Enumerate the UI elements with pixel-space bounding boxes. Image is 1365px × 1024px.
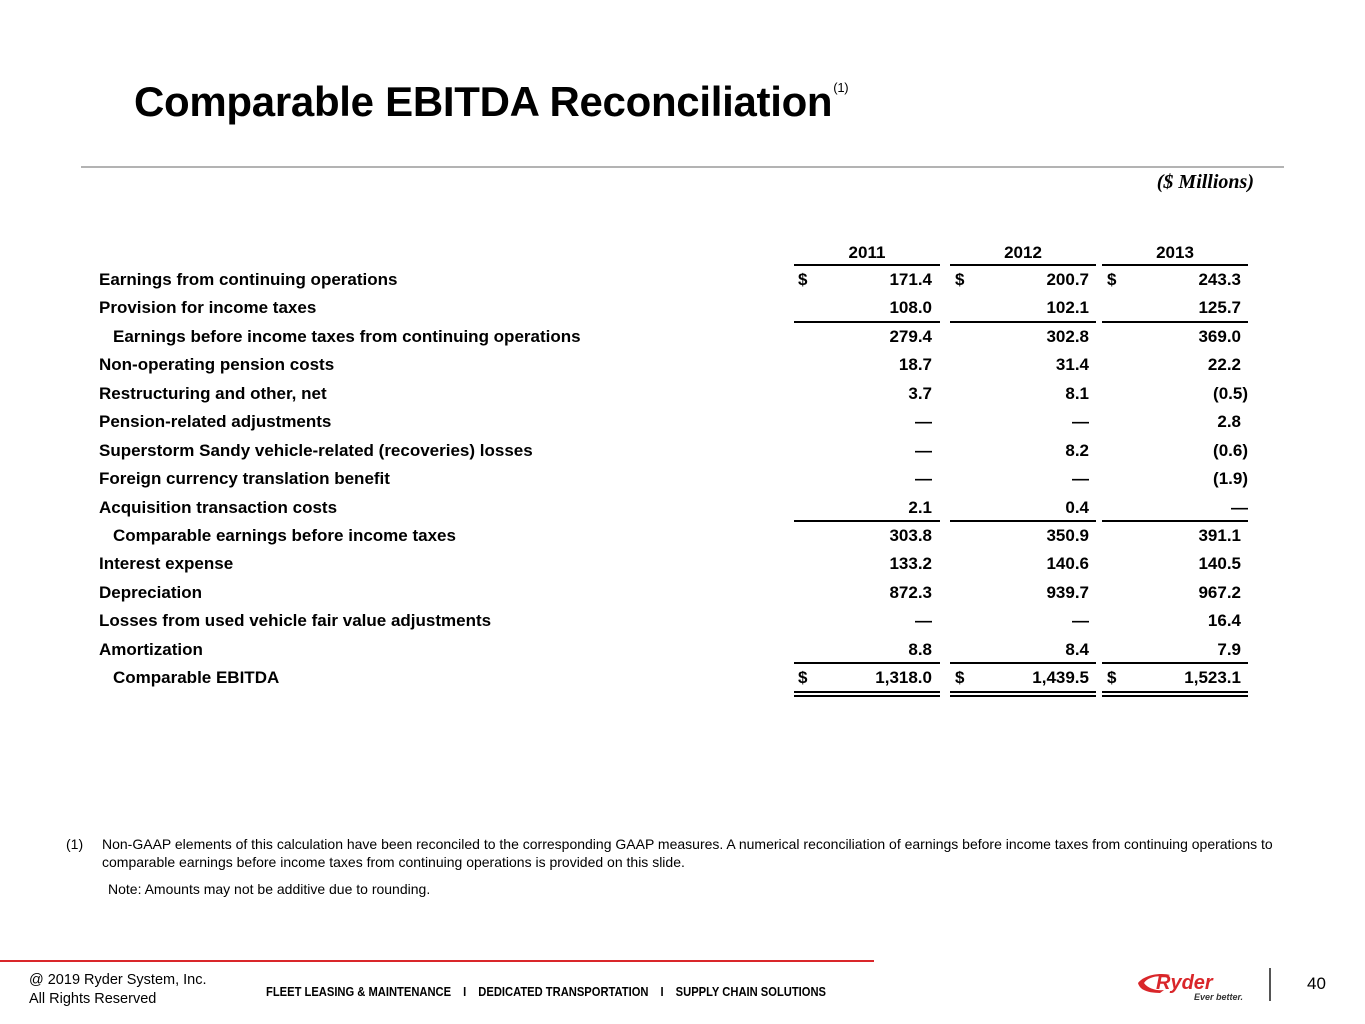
row-label: Earnings from continuing operations <box>99 270 398 289</box>
table-row <box>0 611 1365 639</box>
row-label: Comparable earnings before income taxes <box>113 526 456 545</box>
value-2013: 2.8 <box>1217 412 1241 431</box>
table-row <box>0 270 1365 298</box>
footnote-text: Non-GAAP elements of this calculation have been reconciled to the corresponding GAAP measures. A numerical reconciliation of earnings before income taxes from continuing operations to comparable earnings before income taxes from continuing operations is provided on this slide. <box>102 836 1273 870</box>
table-row <box>0 355 1365 383</box>
value-2011: — <box>915 469 932 488</box>
title-divider <box>81 166 1284 168</box>
currency-symbol: $ <box>955 668 965 687</box>
table-row <box>0 412 1365 440</box>
total-double-rule <box>794 691 940 693</box>
value-2013: 7.9 <box>1217 640 1241 659</box>
copyright-line-1: @ 2019 Ryder System, Inc. <box>29 972 207 988</box>
value-2012: 1,439.5 <box>1032 668 1089 687</box>
value-2012: 302.8 <box>1046 327 1089 346</box>
header-underline-2011 <box>794 264 940 266</box>
value-2013: 243.3 <box>1198 270 1241 289</box>
row-label: Comparable EBITDA <box>113 668 280 687</box>
row-label: Interest expense <box>99 554 234 573</box>
subtotal-rule <box>794 662 940 664</box>
value-2013: 391.1 <box>1198 526 1241 545</box>
ryder-logo-wordmark: Ryder <box>1156 972 1213 994</box>
units-label: ($ Millions) <box>1156 171 1254 193</box>
value-2013: 125.7 <box>1198 298 1241 317</box>
division-dedicated-transportation: DEDICATED TRANSPORTATION <box>478 984 649 999</box>
value-2013: 16.4 <box>1207 611 1241 630</box>
copyright-line-2: All Rights Reserved <box>29 991 157 1007</box>
page-number: 40 <box>1307 974 1326 993</box>
total-double-rule <box>794 695 940 697</box>
business-divisions <box>266 984 826 999</box>
subtotal-rule <box>794 321 940 323</box>
value-2011: — <box>915 611 932 630</box>
value-2013: 140.5 <box>1198 554 1241 573</box>
subtotal-rule <box>950 520 1096 522</box>
value-2011: 171.4 <box>889 270 932 289</box>
value-2011: 133.2 <box>889 554 932 573</box>
value-2011: 108.0 <box>889 298 932 317</box>
subtotal-rule <box>1102 520 1248 522</box>
subtotal-rule <box>1102 662 1248 664</box>
division-separator: I <box>463 984 467 999</box>
footer-vertical-divider <box>1269 968 1271 1001</box>
value-2012: — <box>1072 611 1089 630</box>
value-2011: 3.7 <box>908 384 932 403</box>
value-2012: 0.4 <box>1065 498 1089 517</box>
value-2013: 369.0 <box>1198 327 1241 346</box>
table-row <box>0 469 1365 497</box>
division-fleet-leasing: FLEET LEASING & MAINTENANCE <box>266 984 452 999</box>
ryder-logo-tagline: Ever better. <box>1194 992 1244 1002</box>
value-2012: 350.9 <box>1046 526 1089 545</box>
value-2012: 102.1 <box>1046 298 1089 317</box>
value-2012: 8.4 <box>1065 640 1089 659</box>
subtotal-rule <box>794 520 940 522</box>
value-2011: 279.4 <box>889 327 932 346</box>
title-footnote-marker: (1) <box>833 80 849 95</box>
value-2013: 1,523.1 <box>1184 668 1241 687</box>
subtotal-rule <box>950 321 1096 323</box>
total-double-rule <box>950 695 1096 697</box>
row-label: Provision for income taxes <box>99 298 317 317</box>
value-2013: 22.2 <box>1207 355 1241 374</box>
value-2012: 8.1 <box>1065 384 1089 403</box>
currency-symbol: $ <box>1107 270 1117 289</box>
row-label: Non-operating pension costs <box>99 355 335 374</box>
row-label: Amortization <box>99 640 203 659</box>
table-row <box>0 583 1365 611</box>
value-2011: — <box>915 441 932 460</box>
rounding-note: Note: Amounts may not be additive due to rounding. <box>108 881 431 897</box>
currency-symbol: $ <box>1107 668 1117 687</box>
value-2011: 8.8 <box>908 640 932 659</box>
subtotal-rule <box>950 662 1096 664</box>
total-double-rule <box>950 691 1096 693</box>
header-underline-2013 <box>1102 264 1248 266</box>
currency-symbol: $ <box>955 270 965 289</box>
value-2011: 303.8 <box>889 526 932 545</box>
row-label: Acquisition transaction costs <box>99 498 338 517</box>
copyright <box>29 971 207 1009</box>
footnote-marker: (1) <box>66 836 84 852</box>
row-label: Restructuring and other, net <box>99 384 327 403</box>
row-label: Earnings before income taxes from continuing operations <box>113 327 581 346</box>
value-2012: 939.7 <box>1046 583 1089 602</box>
page-title: Comparable EBITDA Reconciliation$^{(1)}$ <box>134 78 849 125</box>
currency-symbol: $ <box>798 270 808 289</box>
value-2012: 200.7 <box>1046 270 1089 289</box>
ryder-logo <box>1134 969 1246 1003</box>
table-row <box>0 441 1365 469</box>
row-label: Losses from used vehicle fair value adjustments <box>99 611 492 630</box>
value-2013: (0.5) <box>1213 384 1248 403</box>
table-row <box>0 327 1365 355</box>
value-2011: — <box>915 412 932 431</box>
value-2011: 18.7 <box>898 355 932 374</box>
row-label: Depreciation <box>99 583 202 602</box>
row-label: Pension-related adjustments <box>99 412 332 431</box>
value-2013: — <box>1231 498 1248 517</box>
table-row <box>0 384 1365 412</box>
year-header-2011: 2011 <box>848 243 886 262</box>
row-label: Superstorm Sandy vehicle-related (recoveries) losses <box>99 441 533 460</box>
total-double-rule <box>1102 695 1248 697</box>
year-header-2013: 2013 <box>1156 243 1194 262</box>
total-double-rule <box>1102 691 1248 693</box>
header-underline-2012 <box>950 264 1096 266</box>
table-row <box>0 554 1365 582</box>
value-2011: 1,318.0 <box>875 668 932 687</box>
value-2012: — <box>1072 412 1089 431</box>
value-2012: — <box>1072 469 1089 488</box>
table-row <box>0 526 1365 554</box>
footer-accent-line <box>0 960 874 962</box>
value-2013: 967.2 <box>1198 583 1241 602</box>
value-2012: 140.6 <box>1046 554 1089 573</box>
value-2012: 31.4 <box>1055 355 1089 374</box>
currency-symbol: $ <box>798 668 808 687</box>
value-2013: (1.9) <box>1213 469 1248 488</box>
value-2011: 2.1 <box>908 498 932 517</box>
year-header-2012: 2012 <box>1004 243 1042 262</box>
division-separator: I <box>660 984 664 999</box>
division-supply-chain: SUPPLY CHAIN SOLUTIONS <box>675 984 827 999</box>
subtotal-rule <box>1102 321 1248 323</box>
value-2012: 8.2 <box>1065 441 1089 460</box>
row-label: Foreign currency translation benefit <box>99 469 390 488</box>
value-2013: (0.6) <box>1213 441 1248 460</box>
value-2011: 872.3 <box>889 583 932 602</box>
